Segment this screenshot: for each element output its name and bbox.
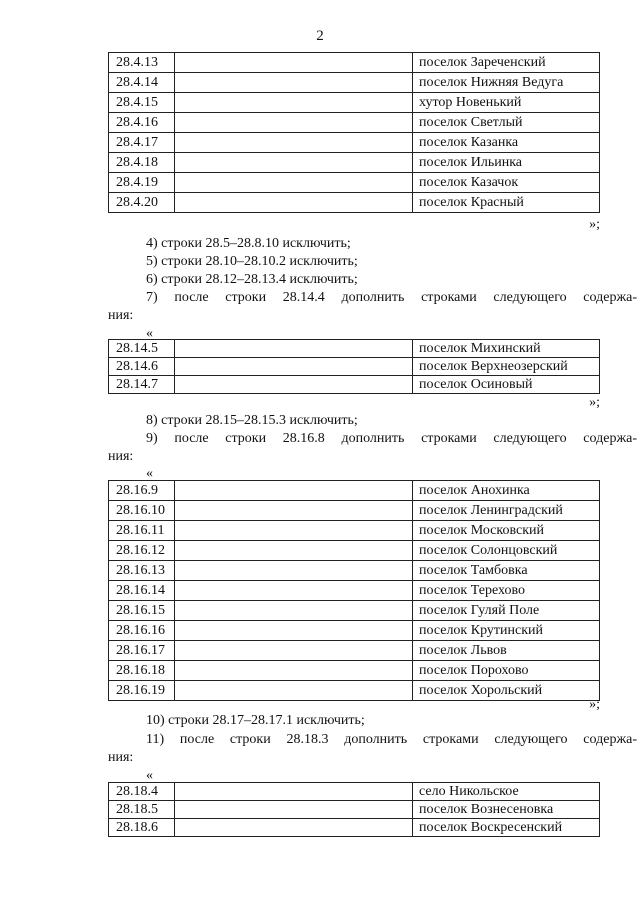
row-settlement: поселок Казачок [413, 173, 600, 193]
row-code: 28.16.15 [109, 601, 175, 621]
empty-cell [175, 53, 413, 73]
row-code: 28.16.18 [109, 661, 175, 681]
table-row [109, 93, 600, 113]
table-row [109, 153, 600, 173]
amendment-item-4: 4) строки 28.5–28.8.10 исключить; [146, 236, 351, 251]
closing-quote: »; [589, 697, 600, 712]
table-row [109, 501, 600, 521]
amendment-item-7-continued: ния: [108, 308, 134, 323]
empty-cell [175, 521, 413, 541]
row-code: 28.16.19 [109, 681, 175, 701]
empty-cell [175, 681, 413, 701]
table-row [109, 521, 600, 541]
row-code: 28.16.12 [109, 541, 175, 561]
row-code: 28.4.19 [109, 173, 175, 193]
opening-quote: « [146, 768, 153, 783]
row-code: 28.18.4 [109, 783, 175, 801]
empty-cell [175, 501, 413, 521]
row-code: 28.16.13 [109, 561, 175, 581]
table-row [109, 581, 600, 601]
table-row [109, 358, 600, 376]
amendment-item-11-continued: ния: [108, 750, 134, 765]
row-code: 28.16.14 [109, 581, 175, 601]
row-code: 28.18.5 [109, 801, 175, 819]
table-row [109, 541, 600, 561]
row-settlement: поселок Терехово [413, 581, 600, 601]
table-settlements-28-4 [108, 52, 600, 213]
row-settlement: поселок Воскресенский [413, 819, 600, 837]
empty-cell [175, 561, 413, 581]
row-code: 28.4.20 [109, 193, 175, 213]
row-settlement: поселок Порохово [413, 661, 600, 681]
empty-cell [175, 153, 413, 173]
amendment-item-10: 10) строки 28.17–28.17.1 исключить; [146, 713, 365, 728]
row-settlement: поселок Хорольский [413, 681, 600, 701]
closing-quote: »; [589, 395, 600, 410]
row-settlement: поселок Михинский [413, 340, 600, 358]
row-settlement: поселок Московский [413, 521, 600, 541]
row-settlement: хутор Новенький [413, 93, 600, 113]
table-row [109, 193, 600, 213]
empty-cell [175, 581, 413, 601]
empty-cell [175, 133, 413, 153]
empty-cell [175, 481, 413, 501]
empty-cell [175, 661, 413, 681]
empty-cell [175, 340, 413, 358]
row-code: 28.16.17 [109, 641, 175, 661]
table-settlements-28-16 [108, 480, 600, 701]
row-code: 28.14.7 [109, 376, 175, 394]
amendment-item-5: 5) строки 28.10–28.10.2 исключить; [146, 254, 358, 269]
empty-cell [175, 193, 413, 213]
empty-cell [175, 93, 413, 113]
row-code: 28.16.10 [109, 501, 175, 521]
row-code: 28.4.16 [109, 113, 175, 133]
table-row [109, 819, 600, 837]
table-row [109, 173, 600, 193]
empty-cell [175, 601, 413, 621]
row-settlement: поселок Казанка [413, 133, 600, 153]
table-row [109, 481, 600, 501]
table-row [109, 113, 600, 133]
row-settlement: поселок Крутинский [413, 621, 600, 641]
row-settlement: поселок Красный [413, 193, 600, 213]
opening-quote: « [146, 466, 153, 481]
row-code: 28.4.15 [109, 93, 175, 113]
row-settlement: поселок Вознесеновка [413, 801, 600, 819]
row-settlement: поселок Солонцовский [413, 541, 600, 561]
amendment-item-7: 7) после строки 28.14.4 дополнить строками следующего содержа- [146, 290, 637, 305]
row-code: 28.16.16 [109, 621, 175, 641]
row-code: 28.14.5 [109, 340, 175, 358]
empty-cell [175, 819, 413, 837]
closing-quote: »; [589, 217, 600, 232]
table-row [109, 801, 600, 819]
table-row [109, 783, 600, 801]
row-settlement: поселок Ленинградский [413, 501, 600, 521]
row-settlement: поселок Светлый [413, 113, 600, 133]
table-row [109, 601, 600, 621]
amendment-item-9-continued: ния: [108, 449, 134, 464]
table-row [109, 561, 600, 581]
table-settlements-28-18 [108, 782, 600, 837]
empty-cell [175, 621, 413, 641]
row-settlement: село Никольское [413, 783, 600, 801]
row-code: 28.18.6 [109, 819, 175, 837]
row-code: 28.16.11 [109, 521, 175, 541]
empty-cell [175, 73, 413, 93]
row-settlement: поселок Львов [413, 641, 600, 661]
table-row [109, 621, 600, 641]
row-settlement: поселок Осиновый [413, 376, 600, 394]
amendment-item-9: 9) после строки 28.16.8 дополнить строками следующего содержа- [146, 431, 637, 446]
amendment-item-6: 6) строки 28.12–28.13.4 исключить; [146, 272, 358, 287]
row-settlement: поселок Ильинка [413, 153, 600, 173]
empty-cell [175, 641, 413, 661]
empty-cell [175, 376, 413, 394]
table-row [109, 133, 600, 153]
empty-cell [175, 173, 413, 193]
row-settlement: поселок Верхнеозерский [413, 358, 600, 376]
empty-cell [175, 113, 413, 133]
row-code: 28.4.13 [109, 53, 175, 73]
table-row [109, 661, 600, 681]
table-row [109, 376, 600, 394]
opening-quote: « [146, 326, 153, 341]
page-number: 2 [316, 28, 324, 44]
row-code: 28.16.9 [109, 481, 175, 501]
row-code: 28.14.6 [109, 358, 175, 376]
empty-cell [175, 541, 413, 561]
row-code: 28.4.18 [109, 153, 175, 173]
row-settlement: поселок Нижняя Ведуга [413, 73, 600, 93]
amendment-item-8: 8) строки 28.15–28.15.3 исключить; [146, 413, 358, 428]
row-settlement: поселок Тамбовка [413, 561, 600, 581]
empty-cell [175, 783, 413, 801]
amendment-item-11: 11) после строки 28.18.3 дополнить строками следующего содержа- [146, 732, 637, 747]
table-row [109, 73, 600, 93]
table-settlements-28-14 [108, 339, 600, 394]
empty-cell [175, 801, 413, 819]
table-row [109, 641, 600, 661]
table-row [109, 340, 600, 358]
row-settlement: поселок Зареченский [413, 53, 600, 73]
table-row [109, 53, 600, 73]
row-settlement: поселок Гуляй Поле [413, 601, 600, 621]
table-row [109, 681, 600, 701]
empty-cell [175, 358, 413, 376]
row-code: 28.4.17 [109, 133, 175, 153]
row-settlement: поселок Анохинка [413, 481, 600, 501]
row-code: 28.4.14 [109, 73, 175, 93]
